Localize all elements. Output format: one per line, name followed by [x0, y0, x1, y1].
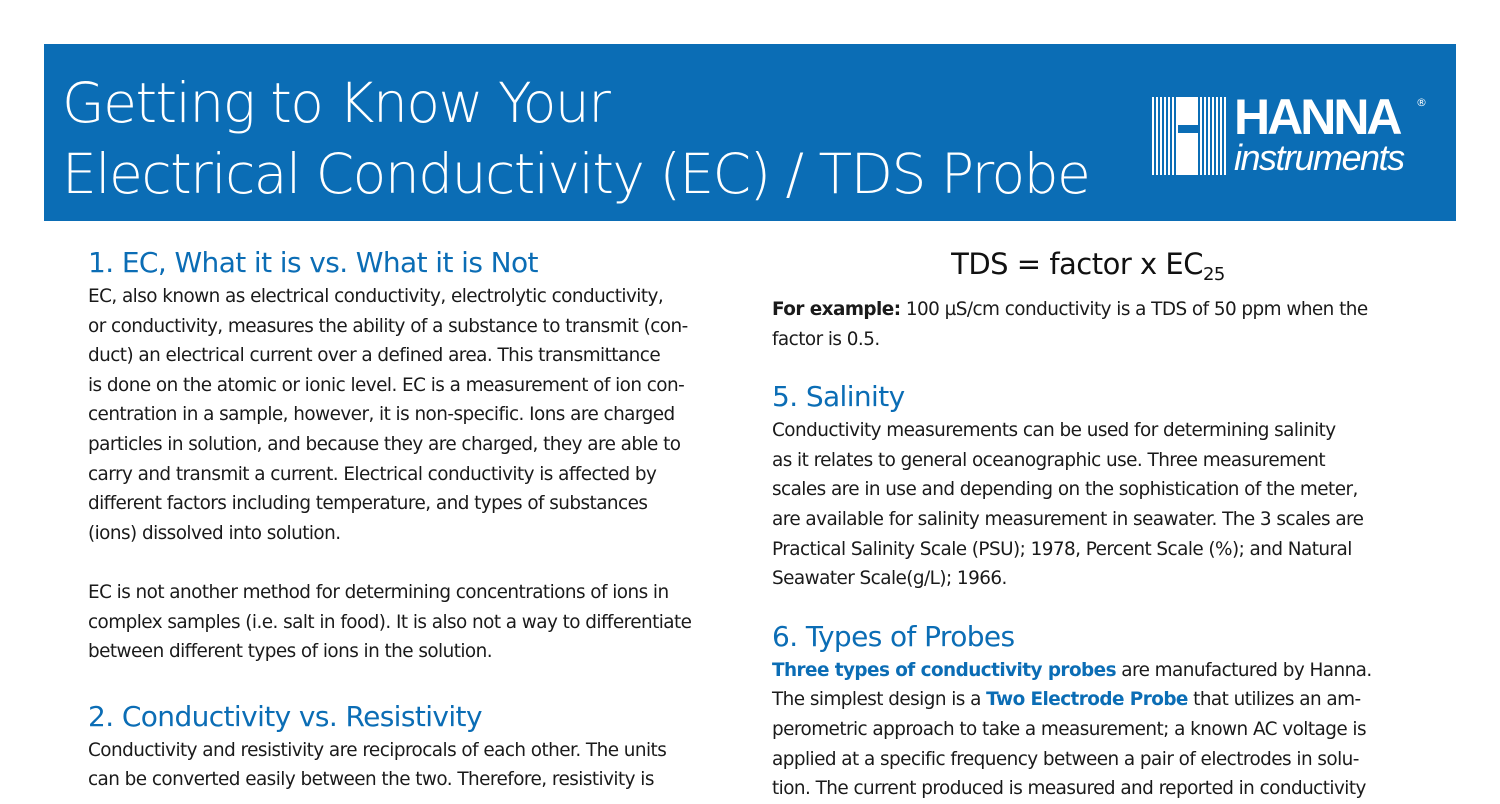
section-1-paragraph-1: EC, also known as electrical conductivity, electrolytic conductivity, or conductivity, measures the ability of a substance to transmit (con- duct) an electrical current over a defined area. This transmittance is done on the atomic or ionic level. EC is a measurement of ion con- centration in a sample, however, it is non-specific. Ions are charged particles in solution, and because they are charged, they are able to carry and transmit a current. Electrical conductivity is affected by different factors including temperature, and types of substances (ions) dissolved into solution. [88, 286, 688, 544]
logo-sub-text: instruments [1234, 137, 1404, 178]
logo-registered-mark: ® [1416, 96, 1427, 109]
page-title [62, 68, 1089, 210]
section-2-heading: 2. Conductivity vs. Resistivity [88, 699, 482, 733]
logo-mark-icon [1152, 97, 1228, 175]
header-banner [44, 44, 1456, 221]
right-column [772, 244, 1412, 804]
three-types-highlight: Three types of conductivity probes [772, 659, 1116, 681]
section-2-paragraph: Conductivity and resistivity are reciprocals of each other. The units can be converted easily between the two. Therefore, resistivity is [88, 739, 667, 791]
formula-example: For example: 100 µS/cm conductivity is a TDS of 50 ppm when the factor is 0.5. [772, 299, 1368, 350]
tds-formula: TDS = factor x $EC_{25}$ [951, 247, 1225, 285]
title-line-2: Electrical Conductivity (EC) / TDS Probe [62, 142, 1090, 206]
section-5-paragraph: Conductivity measurements can be used for determining salinity as it relates to general oceanographic use. Three measurement scales are in use and depending on the sophistication of the meter, are available for salinity measurement in seawater. The 3 scales are Practical Salinity Scale (PSU); 1978, Percent Scale (%); and Natural Seawater Scale(g/L); 1966. [772, 420, 1364, 590]
hanna-logo [1152, 89, 1432, 178]
section-5-heading: 5. Salinity [772, 380, 905, 414]
section-1-paragraph-2: EC is not another method for determining concentrations of ions in complex samples (i.e. salt in food). It is also not a way to differentiate between different types of ions in the solution. [88, 581, 692, 663]
left-column [88, 244, 728, 795]
logo-brand-text: HANNA [1234, 89, 1400, 145]
section-6-paragraph: Three types of conductivity probes are manufactured by Hanna. The simplest design is a Two Electrode Probe that utilizes an am- perometric approach to take a measurement; a known AC voltage is applied at a specific frequency between a pair of electrodes in solu- tion. The current produced is measured and reported in conductivity [772, 659, 1372, 800]
section-1-heading: 1. EC, What it is vs. What it is Not [88, 246, 538, 279]
section-6-heading: 6. Types of Probes [772, 619, 1015, 653]
two-electrode-highlight: Two Electrode Probe [986, 689, 1188, 711]
title-line-1: Getting to Know Your [62, 71, 610, 135]
